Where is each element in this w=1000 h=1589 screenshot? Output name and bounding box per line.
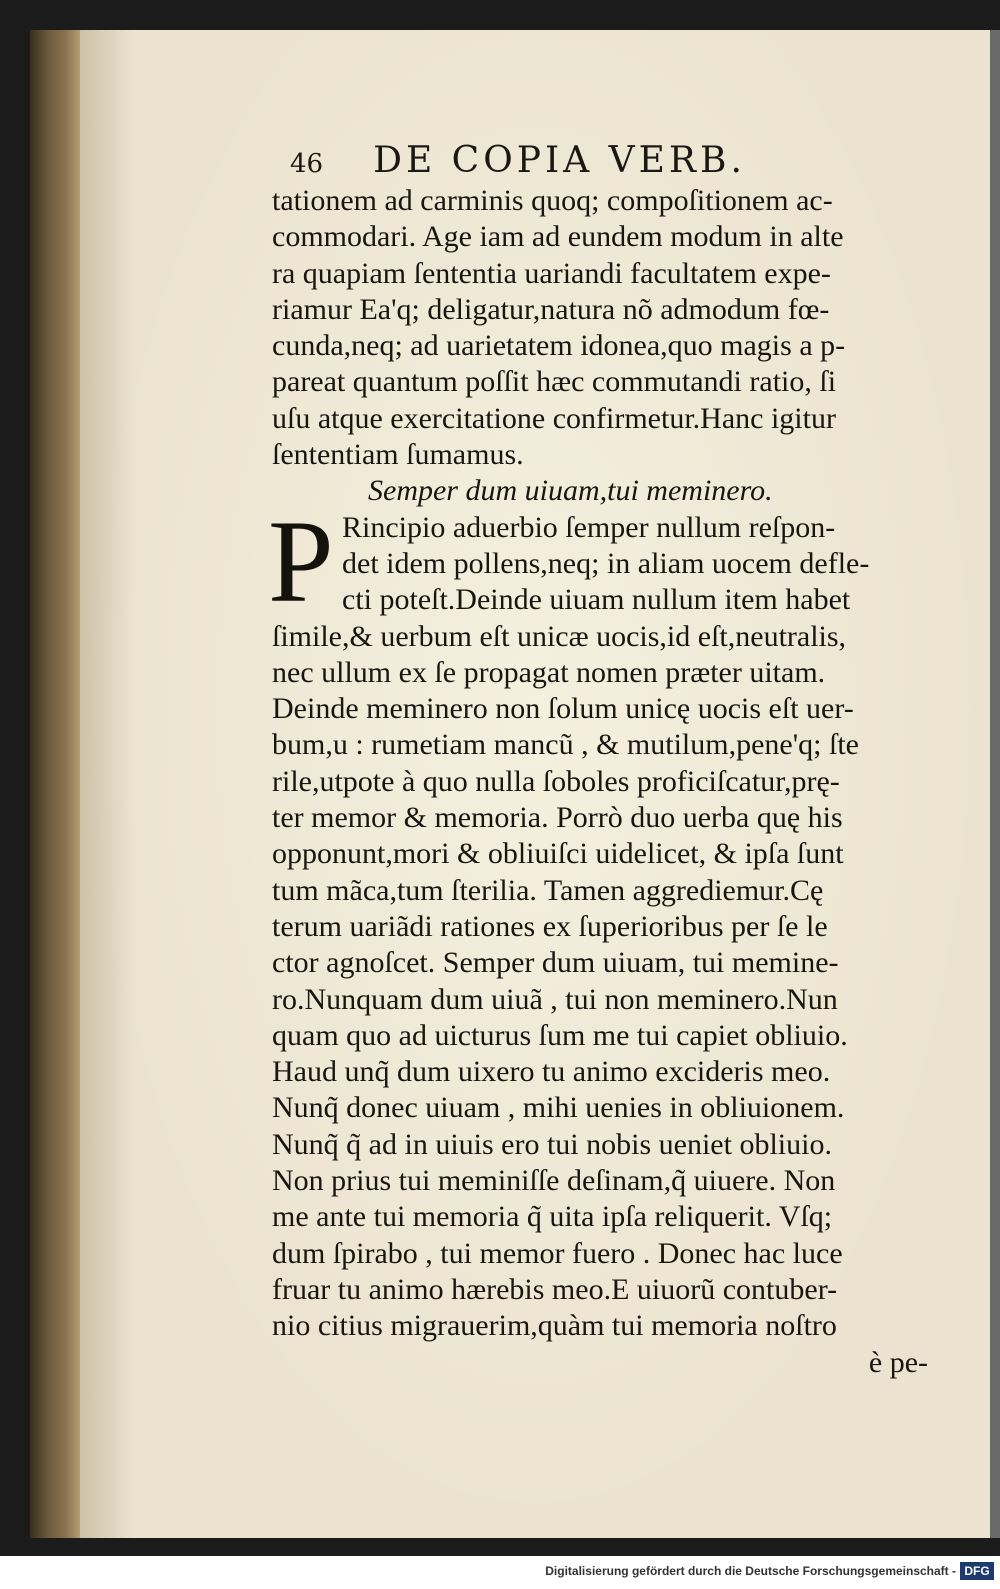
dfg-logo: DFG [960, 1562, 994, 1580]
text-line: quam quo ad uicturus ſum me tui capiet obliuio. [272, 1018, 848, 1052]
text-line: ro.Nunquam dum uiuã , tui non meminero.Nun [272, 982, 838, 1016]
text-line: Non prius tui meminiſſe deſinam,q̃ uiuere. Non [272, 1164, 836, 1198]
text-line: ter memor & memoria. Porrò duo uerba quę his [272, 801, 843, 835]
paragraph-2 [272, 619, 932, 1345]
book-spine-edge [30, 30, 82, 1538]
page-header [290, 140, 930, 184]
text-line: Nunq̃ donec uiuam , mihi uenies in obliuionem. [272, 1091, 845, 1125]
paragraph-1 [272, 183, 932, 473]
text-line: cti poteſt.Deinde uiuam nullum item habet [342, 583, 851, 617]
digitization-footer [0, 1556, 1000, 1589]
text-line: fruar tu animo hærebis meo.E uiuorũ contuber- [272, 1272, 838, 1306]
funding-credit: Digitalisierung gefördert durch die Deutsche Forschungsgemeinschaft - [545, 1564, 956, 1578]
text-line: ſententiam ſumamus. [272, 438, 524, 472]
text-block [268, 183, 932, 1381]
folio-number: 46 [290, 149, 324, 179]
running-title: DE COPIA VERB. [373, 140, 746, 181]
text-line: tum mãca,tum ſterilia. Tamen aggrediemur.Cę [272, 873, 824, 907]
text-line: nio citius migrauerim,quàm tui memoria noſtro [272, 1309, 837, 1343]
text-line: ctor agnoſcet. Semper dum uiuam, tui memine- [272, 946, 839, 980]
text-line: Rincipio aduerbio ſemper nullum reſpon- [342, 510, 836, 544]
text-line: ſimile,& uerbum eſt unicæ uocis,id eſt,neutralis, [272, 619, 847, 653]
text-line: commodari. Age iam ad eundem modum in alte [272, 220, 844, 254]
drop-cap-letter: P [268, 495, 334, 627]
text-line: pareat quantum poſſit hæc commutandi ratio, ſi [272, 365, 837, 399]
catchword: è pe- [868, 1345, 928, 1379]
text-line: dum ſpirabo , tui memor fuero . Donec hac luce [272, 1236, 843, 1270]
sentence-heading: Semper dum uiuam,tui meminero. [368, 474, 773, 508]
text-line: uſu atque exercitatione confirmetur.Hanc igitur [272, 401, 836, 435]
text-line: terum uariãdi rationes ex ſuperioribus per ſe le [272, 909, 828, 943]
text-line: cunda,neq; ad uarietatem idonea,quo magis a p- [272, 329, 846, 363]
text-line: ra quapiam ſententia uariandi facultatem expe- [272, 256, 831, 290]
text-line: tationem ad carminis quoq; compoſitionem ac- [272, 184, 833, 217]
text-line: me ante tui memoria q̃ uita ipſa reliquerit. Vſq; [272, 1200, 833, 1234]
text-line: Nunq̃ q̃ ad in uiuis ero tui nobis ueniet obliuio. [272, 1127, 832, 1161]
text-line: rile,utpote à quo nulla ſoboles proficiſcatur,prę- [272, 764, 840, 798]
text-line: riamur Ea'q; deligatur,natura nõ admodum fœ- [272, 292, 830, 326]
text-line: nec ullum ex ſe propagat nomen præter uitam. [272, 655, 826, 689]
text-line: Deinde meminero non ſolum unicę uocis eſt uer- [272, 692, 854, 726]
dropcap-paragraph [268, 495, 932, 627]
page-right-edge [990, 30, 1000, 1538]
text-line: Haud unq̃ dum uixero tu animo excideris meo. [272, 1055, 831, 1089]
text-line: bum,u : rumetiam mancũ , & mutilum,pene'q; ſte [272, 728, 859, 762]
text-line: det idem pollens,neq; in aliam uocem defle- [342, 546, 870, 580]
text-line: opponunt,mori & obliuiſci uidelicet, & ipſa ſunt [272, 837, 844, 871]
